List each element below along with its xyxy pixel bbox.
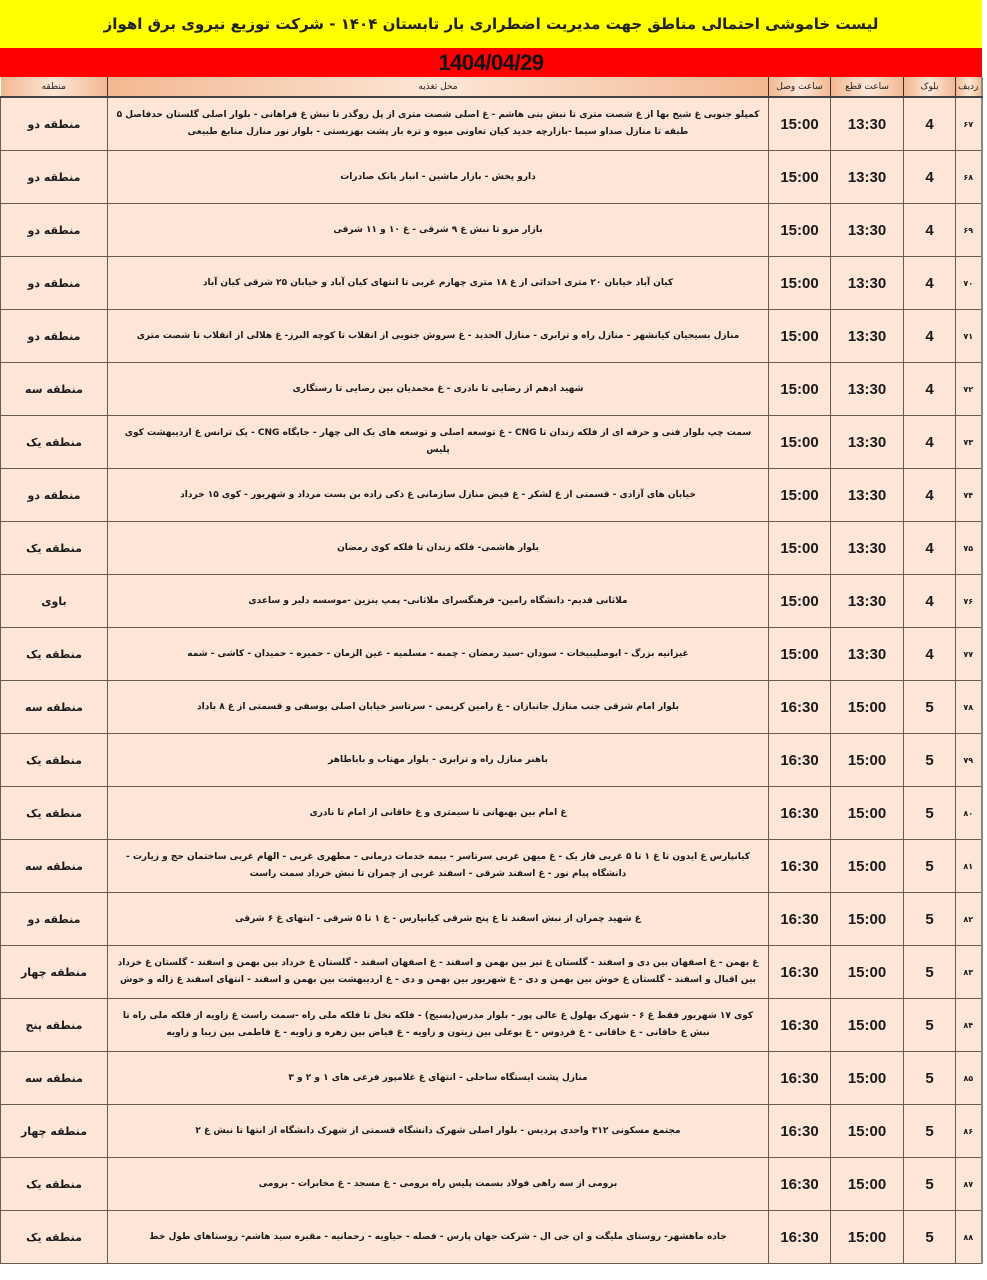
- region-cell: منطقه یک: [1, 416, 108, 469]
- region-cell: منطقه دو: [1, 151, 108, 204]
- table-row: [1, 310, 982, 363]
- block-cell: 5: [904, 1158, 956, 1211]
- column-header-feeder: محل تغذیه: [108, 77, 769, 97]
- feeder-cell: غ شهید چمران از نبش اسفند تا غ پنج شرقی کیانپارس - غ ۱ تا ۵ شرقی - انتهای غ ۶ شرقی: [108, 893, 769, 946]
- cut-time-cell: 13:30: [831, 257, 904, 310]
- table-row: [1, 97, 982, 151]
- region-cell: منطقه چهار: [1, 946, 108, 999]
- region-cell: منطقه سه: [1, 840, 108, 893]
- title-banner: [0, 0, 982, 49]
- feeder-cell: باهنر منازل راه و ترابری - بلوار مهتاب و باباطاهر: [108, 734, 769, 787]
- cut-time-cell: 15:00: [831, 1158, 904, 1211]
- block-cell: 5: [904, 1105, 956, 1158]
- reconnect-time-cell: 15:00: [769, 257, 831, 310]
- block-cell: 4: [904, 416, 956, 469]
- cut-time-cell: 15:00: [831, 946, 904, 999]
- feeder-cell: منازل بسیجیان کیانشهر - منازل راه و ترابری - منازل الحدید - غ سروش جنوبی از انقلاب تا کوچه البرز- غ هلالی از انقلاب تا شصت متری: [108, 310, 769, 363]
- feeder-cell: کمپلو جنوبی غ شیخ بها از غ شصت متری تا نبش بنی هاشم - غ اصلی شصت متری از پل روگذر تا نبش غ فراهانی - بلوار اصلی گلستان حدفاصل ۵ طبقه تا منازل صداو سیما -بازارچه جدید کیان تعاونی میوه و تره بار پشت بهزیستی - بلوار نور منازل منابع طبیعی: [108, 97, 769, 151]
- row-number-cell: ۷۷: [956, 628, 982, 681]
- reconnect-time-cell: 16:30: [769, 840, 831, 893]
- reconnect-time-cell: 15:00: [769, 522, 831, 575]
- table-row: [1, 363, 982, 416]
- row-number-cell: ۶۸: [956, 151, 982, 204]
- region-cell: منطقه دو: [1, 97, 108, 151]
- row-number-cell: ۷۵: [956, 522, 982, 575]
- region-cell: منطقه سه: [1, 681, 108, 734]
- region-cell: منطقه یک: [1, 522, 108, 575]
- column-header-row: ردیف: [956, 77, 982, 97]
- region-cell: منطقه دو: [1, 893, 108, 946]
- block-cell: 4: [904, 204, 956, 257]
- block-cell: 4: [904, 257, 956, 310]
- feeder-cell: سمت چپ بلوار فنی و حرفه ای از فلکه زندان تا CNG - غ توسعه اصلی و توسعه های یک الی چهار - جایگاه CNG - یک ترانس غ اردیبهشت کوی پلیس: [108, 416, 769, 469]
- table-header-row: [1, 77, 982, 97]
- table-row: [1, 946, 982, 999]
- region-cell: باوی: [1, 575, 108, 628]
- block-cell: 5: [904, 999, 956, 1052]
- block-cell: 5: [904, 734, 956, 787]
- block-cell: 4: [904, 575, 956, 628]
- table-row: [1, 1158, 982, 1211]
- cut-time-cell: 13:30: [831, 469, 904, 522]
- reconnect-time-cell: 16:30: [769, 893, 831, 946]
- table-row: [1, 1211, 982, 1264]
- table-row: [1, 681, 982, 734]
- cut-time-cell: 13:30: [831, 363, 904, 416]
- row-number-cell: ۷۳: [956, 416, 982, 469]
- region-cell: منطقه یک: [1, 787, 108, 840]
- region-cell: منطقه چهار: [1, 1105, 108, 1158]
- cut-time-cell: 15:00: [831, 1211, 904, 1264]
- feeder-cell: شهید ادهم از رضایی تا نادری - غ محمدیان بین رضایی تا رستگاری: [108, 363, 769, 416]
- column-header-reconnect: ساعت وصل: [769, 77, 831, 97]
- feeder-cell: منازل پشت ایستگاه ساحلی - انتهای غ غلامپور فرعی های ۱ و ۲ و ۳: [108, 1052, 769, 1105]
- reconnect-time-cell: 15:00: [769, 628, 831, 681]
- reconnect-time-cell: 16:30: [769, 681, 831, 734]
- reconnect-time-cell: 16:30: [769, 946, 831, 999]
- table-row: [1, 575, 982, 628]
- row-number-cell: ۷۹: [956, 734, 982, 787]
- row-number-cell: ۸۷: [956, 1158, 982, 1211]
- block-cell: 5: [904, 1052, 956, 1105]
- table-row: [1, 999, 982, 1052]
- row-number-cell: ۷۰: [956, 257, 982, 310]
- reconnect-time-cell: 16:30: [769, 1105, 831, 1158]
- feeder-cell: مجتمع مسکونی ۳۱۲ واحدی پردیس - بلوار اصلی شهرک دانشگاه قسمتی از شهرک دانشگاه از انتها تا نبش غ ۲: [108, 1105, 769, 1158]
- column-header-cut: ساعت قطع: [831, 77, 904, 97]
- cut-time-cell: 15:00: [831, 734, 904, 787]
- feeder-cell: خیابان های آزادی - قسمتی از غ لشکر - غ فیض منازل سازمانی غ ذکی زاده بن بست مرداد و شهریور - کوی ۱۵ خرداد: [108, 469, 769, 522]
- reconnect-time-cell: 15:00: [769, 204, 831, 257]
- row-number-cell: ۷۱: [956, 310, 982, 363]
- cut-time-cell: 13:30: [831, 416, 904, 469]
- table-row: [1, 204, 982, 257]
- row-number-cell: ۸۴: [956, 999, 982, 1052]
- table-row: [1, 416, 982, 469]
- row-number-cell: ۸۸: [956, 1211, 982, 1264]
- region-cell: منطقه یک: [1, 1211, 108, 1264]
- cut-time-cell: 13:30: [831, 97, 904, 151]
- region-cell: منطقه یک: [1, 734, 108, 787]
- table-row: [1, 734, 982, 787]
- feeder-cell: بلوار امام شرقی جنب منازل جانبازان - غ رامین کریمی - سرتاسر خیابان اصلی یوسفی و قسمتی از غ ۸ باداد: [108, 681, 769, 734]
- feeder-cell: کیانپارس غ ایدون تا غ ۱ تا ۵ غربی فاز یک - غ میهن غربی سرتاسر - بیمه خدمات درمانی - مطهری غربی - الهام غربی ساختمان حج و زیارت - دانشگاه پیام نور - غ اسفند شرقی - اسفند غربی از چمران تا نبش خرداد سمت راست: [108, 840, 769, 893]
- block-cell: 5: [904, 787, 956, 840]
- reconnect-time-cell: 16:30: [769, 999, 831, 1052]
- region-cell: منطقه دو: [1, 257, 108, 310]
- reconnect-time-cell: 16:30: [769, 1052, 831, 1105]
- reconnect-time-cell: 15:00: [769, 151, 831, 204]
- cut-time-cell: 13:30: [831, 628, 904, 681]
- block-cell: 4: [904, 363, 956, 416]
- table-row: [1, 1105, 982, 1158]
- row-number-cell: ۸۰: [956, 787, 982, 840]
- region-cell: منطقه دو: [1, 469, 108, 522]
- feeder-cell: غ بهمن - غ اصفهان بین دی و اسفند - گلستان غ تیر بین بهمن و اسفند - غ اصفهان اسفند - گلستان غ خرداد بین بهمن و اسفند - گلستان غ خرداد بین اقبال و اسفند - گلستان غ خوش بین بهمن و دی - غ شهریور بین بهمن و دی - غ اردیبهشت بین بهمن و اسفند - انتهای اسفند غ زاله و خوش: [108, 946, 769, 999]
- row-number-cell: ۷۶: [956, 575, 982, 628]
- date-banner: [0, 48, 982, 77]
- table-row: [1, 257, 982, 310]
- row-number-cell: ۸۵: [956, 1052, 982, 1105]
- feeder-cell: غ امام بین بهبهانی تا سیمتری و غ خاقانی از امام تا نادری: [108, 787, 769, 840]
- block-cell: 4: [904, 522, 956, 575]
- cut-time-cell: 15:00: [831, 787, 904, 840]
- row-number-cell: ۷۴: [956, 469, 982, 522]
- column-header-block: بلوک: [904, 77, 956, 97]
- reconnect-time-cell: 15:00: [769, 310, 831, 363]
- reconnect-time-cell: 16:30: [769, 1158, 831, 1211]
- region-cell: منطقه پنج: [1, 999, 108, 1052]
- table-row: [1, 840, 982, 893]
- page-title: لیست خاموشی احتمالی مناطق جهت مدیریت اضطراری بار تابستان ۱۴۰۴ - شرکت توزیع نیروی برق اهواز: [103, 15, 879, 33]
- block-cell: 5: [904, 1211, 956, 1264]
- cut-time-cell: 13:30: [831, 204, 904, 257]
- region-cell: منطقه یک: [1, 1158, 108, 1211]
- feeder-cell: دارو پخش - بازار ماشین - انبار بانک صادرات: [108, 151, 769, 204]
- reconnect-time-cell: 15:00: [769, 469, 831, 522]
- reconnect-time-cell: 15:00: [769, 97, 831, 151]
- block-cell: 4: [904, 151, 956, 204]
- row-number-cell: ۷۸: [956, 681, 982, 734]
- feeder-cell: بلوار هاشمی- فلکه زندان تا فلکه کوی رمضان: [108, 522, 769, 575]
- reconnect-time-cell: 15:00: [769, 575, 831, 628]
- feeder-cell: کیان آباد خیابان ۲۰ متری احداثی از غ ۱۸ متری چهارم غربی تا انتهای کیان آباد و خیابان ۲۵ شرقی کیان آباد: [108, 257, 769, 310]
- row-number-cell: ۸۱: [956, 840, 982, 893]
- reconnect-time-cell: 16:30: [769, 787, 831, 840]
- feeder-cell: غیزانیه بزرگ - ابوصلیبیخات - سودان -سید رمضان - چمبه - مسلمیه - عین الزمان - حمیره - حمیدان - کاشی - شمه: [108, 628, 769, 681]
- cut-time-cell: 15:00: [831, 893, 904, 946]
- cut-time-cell: 15:00: [831, 1105, 904, 1158]
- reconnect-time-cell: 16:30: [769, 734, 831, 787]
- feeder-cell: بازار مرو تا نبش غ ۹ شرقی - غ ۱۰ و ۱۱ شرقی: [108, 204, 769, 257]
- table-row: [1, 469, 982, 522]
- reconnect-time-cell: 16:30: [769, 1211, 831, 1264]
- reconnect-time-cell: 15:00: [769, 416, 831, 469]
- table-row: [1, 522, 982, 575]
- block-cell: 5: [904, 840, 956, 893]
- cut-time-cell: 13:30: [831, 151, 904, 204]
- row-number-cell: ۶۹: [956, 204, 982, 257]
- block-cell: 4: [904, 97, 956, 151]
- outage-schedule-table: [0, 77, 983, 1264]
- row-number-cell: ۷۲: [956, 363, 982, 416]
- cut-time-cell: 13:30: [831, 575, 904, 628]
- block-cell: 5: [904, 893, 956, 946]
- region-cell: منطقه سه: [1, 1052, 108, 1105]
- cut-time-cell: 13:30: [831, 522, 904, 575]
- table-row: [1, 151, 982, 204]
- row-number-cell: ۸۶: [956, 1105, 982, 1158]
- block-cell: 4: [904, 310, 956, 363]
- region-cell: منطقه دو: [1, 204, 108, 257]
- region-cell: منطقه دو: [1, 310, 108, 363]
- row-number-cell: ۸۲: [956, 893, 982, 946]
- reconnect-time-cell: 15:00: [769, 363, 831, 416]
- table-row: [1, 1052, 982, 1105]
- cut-time-cell: 15:00: [831, 840, 904, 893]
- feeder-cell: جاده ماهشهر- روستای ملیگت و ان جی ال - شرکت جهان پارس - فصله - حیاویه - رحمانیه - مقبره سید هاشم- روستاهای طول خط: [108, 1211, 769, 1264]
- table-body: [1, 97, 982, 1264]
- row-number-cell: ۶۷: [956, 97, 982, 151]
- feeder-cell: ملاثانی قدیم- دانشگاه رامین- فرهنگسرای ملاثانی- پمپ بنزین -موسسه دلیر و ساعدی: [108, 575, 769, 628]
- cut-time-cell: 15:00: [831, 1052, 904, 1105]
- block-cell: 4: [904, 469, 956, 522]
- block-cell: 4: [904, 628, 956, 681]
- table-row: [1, 893, 982, 946]
- schedule-date: 1404/04/29: [438, 49, 544, 75]
- cut-time-cell: 13:30: [831, 310, 904, 363]
- region-cell: منطقه سه: [1, 363, 108, 416]
- row-number-cell: ۸۳: [956, 946, 982, 999]
- cut-time-cell: 15:00: [831, 999, 904, 1052]
- feeder-cell: برومی از سه راهی فولاد بسمت پلیس راه برومی - غ مسجد - غ مخابرات - برومی: [108, 1158, 769, 1211]
- region-cell: منطقه یک: [1, 628, 108, 681]
- block-cell: 5: [904, 946, 956, 999]
- feeder-cell: کوی ۱۷ شهریور فقط غ ۶ - شهرک بهلول غ عالی پور - بلوار مدرس(بسیج) - فلکه نخل تا فلکه ملی راه -سمت راست غ زاویه از فلکه ملی راه تا نبش غ خاقانی - غ خاقانی - غ فردوس - غ بوعلی بین زیتون و زاویه - غ فیاض بین زهره و زاویه - غ فاطمی بین زیبا و زاویه: [108, 999, 769, 1052]
- cut-time-cell: 15:00: [831, 681, 904, 734]
- block-cell: 5: [904, 681, 956, 734]
- table-row: [1, 628, 982, 681]
- table-row: [1, 787, 982, 840]
- column-header-region: منطقه: [1, 77, 108, 97]
